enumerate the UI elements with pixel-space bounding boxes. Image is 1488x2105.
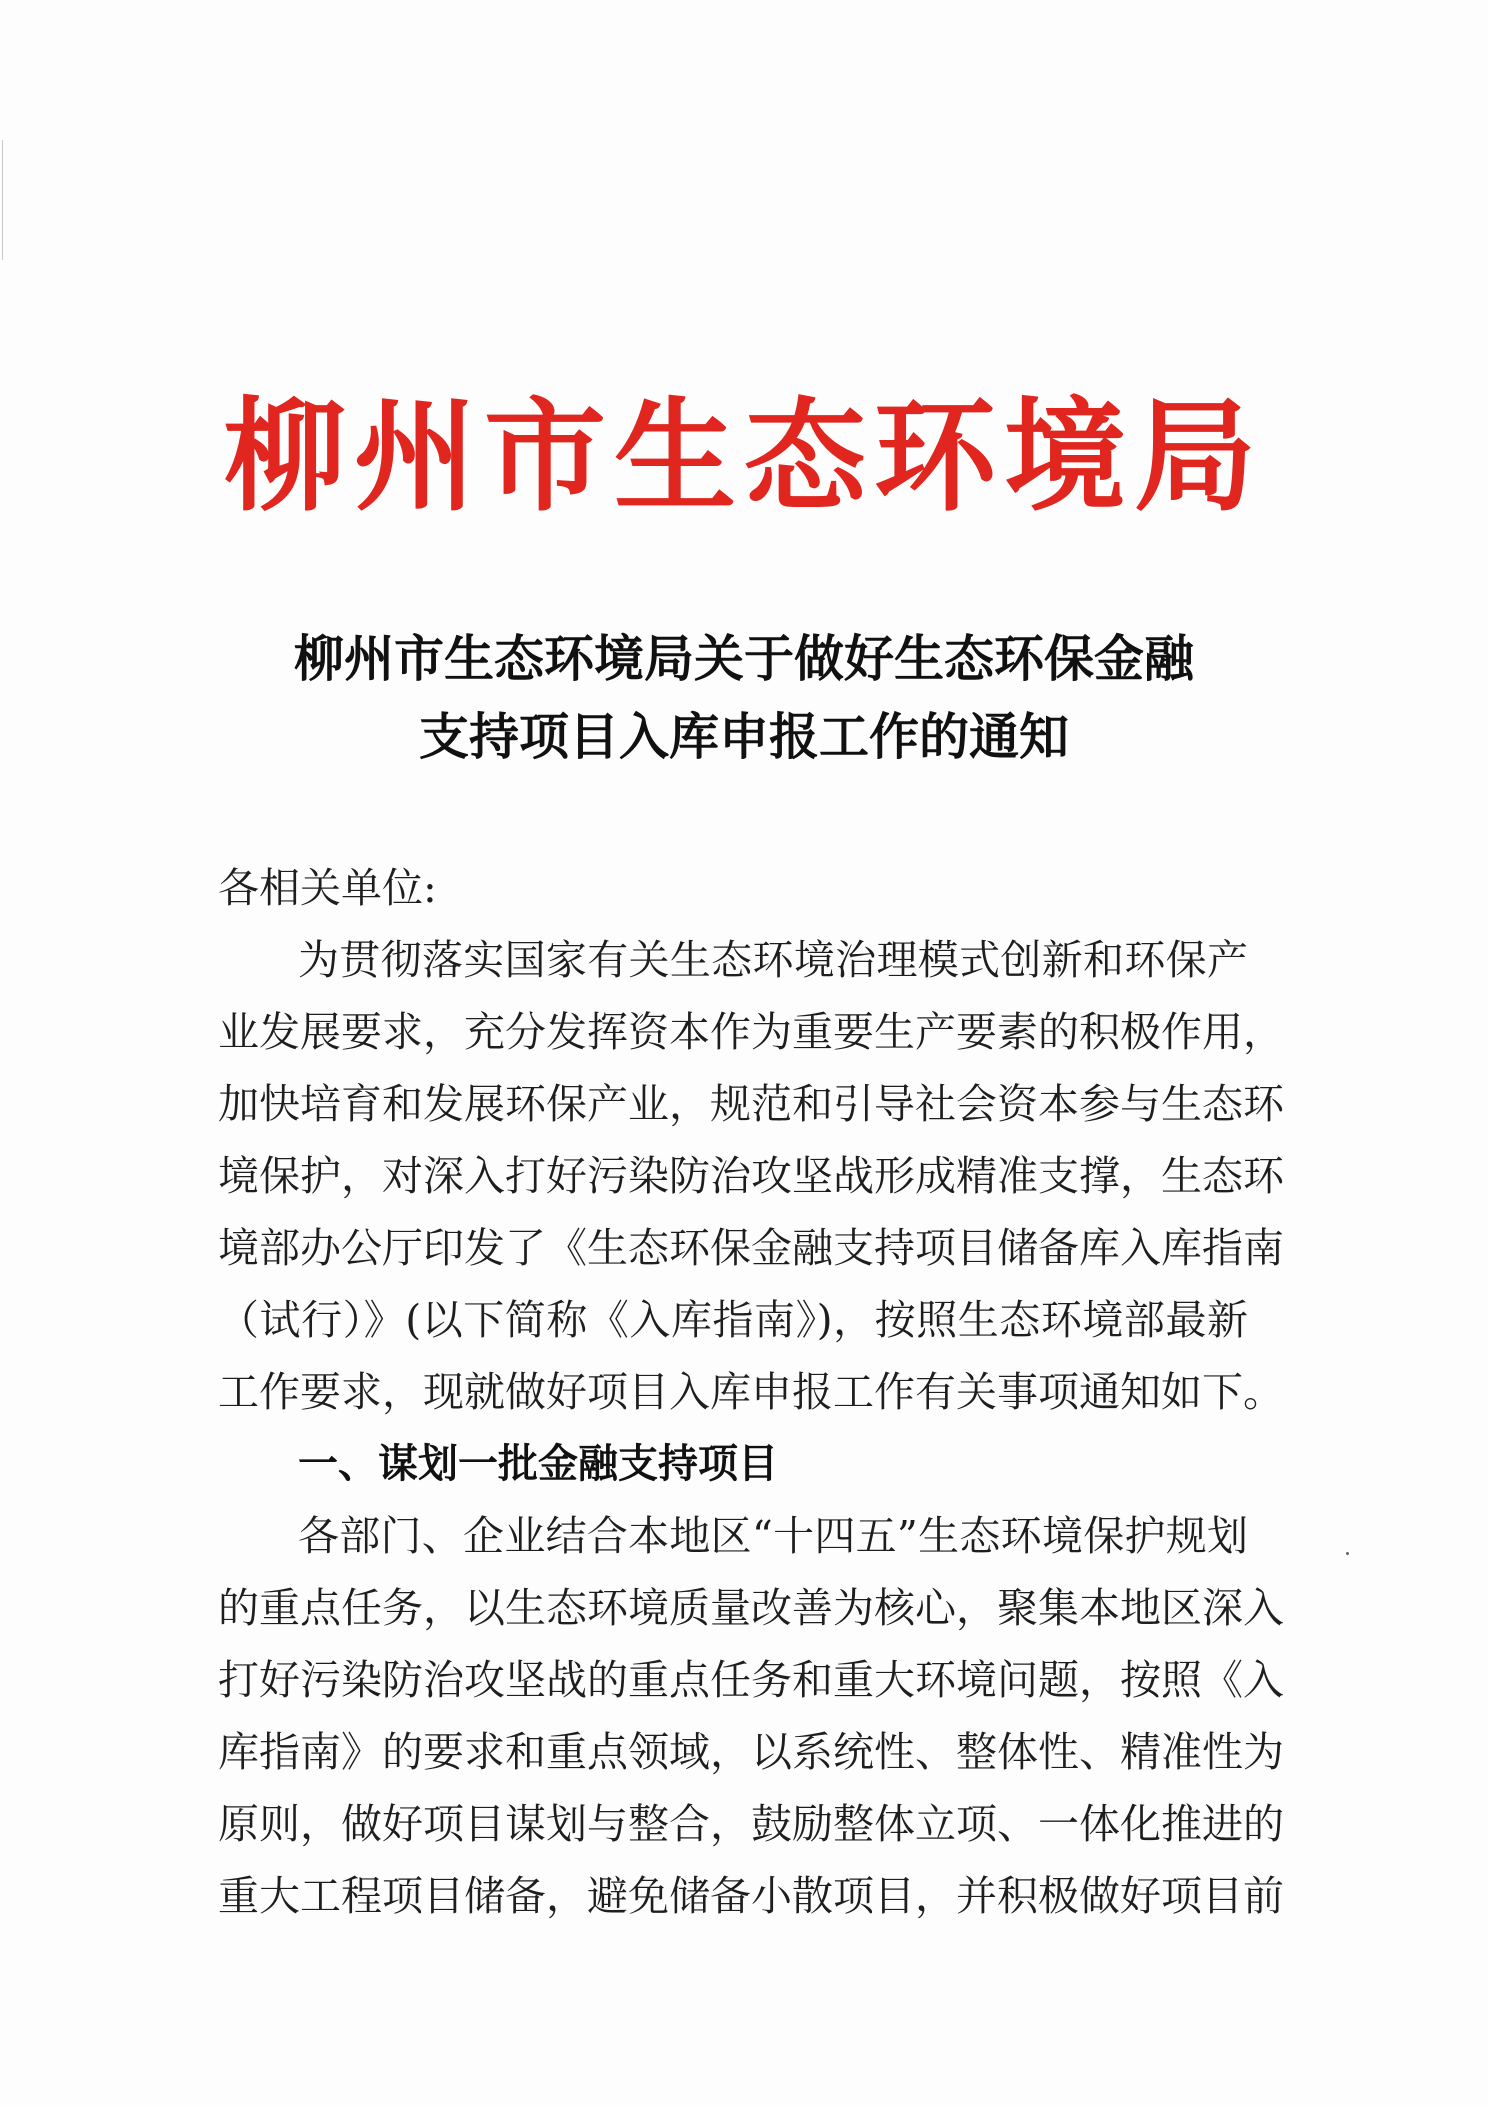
section-1-line: 各部门、企业结合本地区“十四五”生态环境保护规划 xyxy=(298,1512,1248,1560)
paragraph-1-line: 加快培育和发展环保产业，规范和引导社会资本参与生态环 xyxy=(218,1080,1284,1128)
section-1-line: 库指南》的要求和重点领域，以系统性、整体性、精准性为 xyxy=(218,1728,1284,1776)
paragraph-1-line: （试行）》(以下简称《入库指南》)，按照生态环境部最新 xyxy=(218,1296,1248,1344)
paragraph-1-line: 业发展要求，充分发挥资本作为重要生产要素的积极作用， xyxy=(218,1008,1284,1056)
scan-speck xyxy=(1346,1552,1349,1555)
document-title-line-2: 支持项目入库申报工作的通知 xyxy=(419,707,1069,766)
section-1-line: 的重点任务，以生态环境质量改善为核心，聚集本地区深入 xyxy=(218,1584,1284,1632)
paragraph-1-line: 为贯彻落实国家有关生态环境治理模式创新和环保产 xyxy=(298,936,1248,984)
section-1-heading: 一、谋划一批金融支持项目 xyxy=(298,1441,778,1487)
paragraph-1-line: 工作要求，现就做好项目入库申报工作有关事项通知如下。 xyxy=(218,1368,1284,1416)
document-title-line-1: 柳州市生态环境局关于做好生态环保金融 xyxy=(294,629,1194,688)
salutation: 各相关单位: xyxy=(218,864,437,912)
scan-edge-mark xyxy=(2,140,3,260)
section-1-line: 重大工程项目储备，避免储备小散项目，并积极做好项目前 xyxy=(218,1872,1284,1920)
paragraph-1-line: 境部办公厅印发了《生态环保金融支持项目储备库入库指南 xyxy=(218,1224,1284,1272)
paragraph-1-line: 境保护，对深入打好污染防治攻坚战形成精准支撑，生态环 xyxy=(218,1152,1284,1200)
section-1-line: 打好污染防治攻坚战的重点任务和重大环境问题，按照《入 xyxy=(218,1656,1284,1704)
red-masthead: 柳州市生态环境局 xyxy=(224,384,1264,528)
section-1-line: 原则，做好项目谋划与整合，鼓励整体立项、一体化推进的 xyxy=(218,1800,1284,1848)
